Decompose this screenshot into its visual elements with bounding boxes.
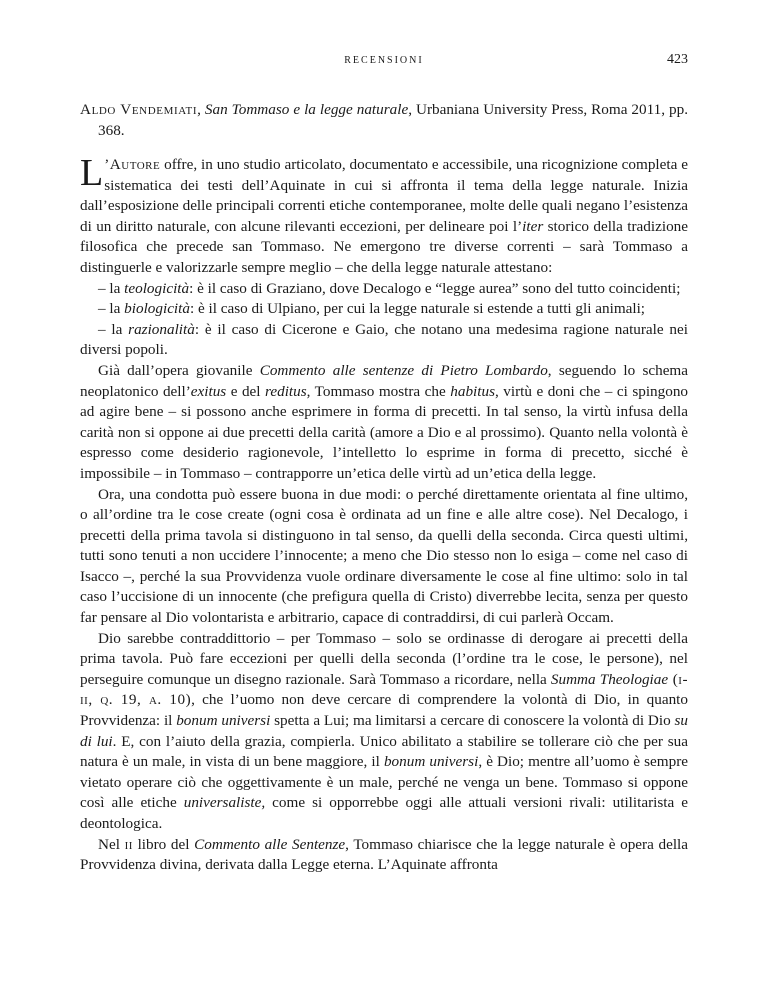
list-prefix: – la xyxy=(98,300,125,318)
list-term: biologicità xyxy=(124,300,190,318)
italic-run: Commento alle Sentenze xyxy=(194,835,346,853)
book-citation xyxy=(80,100,688,141)
citation-title: San Tommaso e la legge naturale xyxy=(204,101,409,118)
text-run: , Tommaso chiarisce che la legge naturale è opera della Provvidenza divina, derivata dalla Legge eterna. L’Aquinate affronta xyxy=(80,835,689,874)
text-run: come si opporrebbe oggi alle attuali versioni rivali: utilitarista e deontologica. xyxy=(80,794,688,832)
list-item-razionalita xyxy=(80,320,688,361)
italic-run: su di lui xyxy=(80,712,688,750)
drop-cap: L xyxy=(80,152,104,194)
text-run: , Tommaso mostra che xyxy=(306,382,451,400)
smallcaps-run: (i-ii, q. 19, a. 10) xyxy=(80,670,688,709)
list-item-biologicita xyxy=(80,299,688,320)
paragraph-contraddittorio xyxy=(80,629,688,835)
citation-publisher: , Urbaniana University Press, Roma 2011, pp. 368. xyxy=(98,101,688,139)
italic-run: habitus xyxy=(450,382,495,400)
italic-iter: iter xyxy=(522,217,544,235)
paragraph-intro-text: offre, in uno studio articolato, documentato e accessibile, una ricognizione completa e sistematica dei testi dell’Aquinate in cui si affronta il tema della legge naturale. Inizia dall’esposizione delle principali correnti etiche contemporanee, molte delle quali negano l’esistenza di un diritto naturale, con alcune rilevanti eccezioni, per delineare poi l’ xyxy=(80,156,688,235)
list-text: : è il caso di Graziano, dove Decalogo e “legge aurea” sono del tutto coincidenti; xyxy=(189,279,681,297)
italic-run: universaliste, xyxy=(183,794,266,812)
text-run: Già dall’opera giovanile xyxy=(98,361,260,379)
text-run: Dio sarebbe contraddittorio – per Tommaso – solo se ordinasse di derogare ai precetti della prima tavola. Può fare eccezioni per quelli della seconda (l’ordine tra le cose, le persone), nel perseguire comunque un disegno razionale. Sarà Tommaso a ricordare, nella xyxy=(80,629,688,688)
text-run: , seguendo lo schema neoplatonico dell’ xyxy=(80,361,688,400)
paragraph-secondo-libro xyxy=(80,835,688,876)
running-title: recensioni xyxy=(344,52,424,67)
list-text: : è il caso di Ulpiano, per cui la legge naturale si estende a tutti gli animali; xyxy=(189,300,646,318)
text-run: e del xyxy=(226,382,266,400)
list-term: teologicità xyxy=(124,279,190,297)
paragraph-intro xyxy=(80,152,688,279)
list-text: : è il caso di Cicerone e Gaio, che notano una medesima ragione naturale nei diversi popoli. xyxy=(80,320,688,359)
text-run: , virtù e doni che – ci spingono ad agire bene – si possono anche esprimere in forma di precetti. In tal senso, la virtù infusa della carità non si oppone ai due precetti della carità (amore a Dio e al prossimo). Quanto nella volontà è espresso come desiderio ragionevole, l’intelletto lo esprime in forma di precetto, sicché è impossibile – in Tommaso – contrapporre un’etica delle virtù ad un’etica della legge. xyxy=(80,382,689,482)
list-prefix: – la xyxy=(98,320,129,338)
italic-run: bonum universi xyxy=(383,753,479,771)
citation-author: Aldo Vendemiati xyxy=(80,101,198,118)
italic-run: Commento alle sentenze di Pietro Lombardo xyxy=(259,361,548,379)
italic-run: exitus xyxy=(190,382,227,400)
citation-separator: , xyxy=(197,101,205,118)
text-run: spetta a Lui; ma limitarsi a cercare di conoscere la volontà di Dio xyxy=(270,712,675,730)
list-prefix: – la xyxy=(98,279,125,297)
list-term: razionalità xyxy=(128,320,195,338)
review-body xyxy=(80,152,689,876)
italic-run: reditus xyxy=(265,382,307,400)
list-item-teologicita xyxy=(80,279,688,300)
running-head xyxy=(80,50,688,70)
text-run: . E, con l’aiuto della grazia, compierla. Unico abilitato a stabilire se tollerare ciò che per sua natura è un male, in vista di un bene maggiore, il xyxy=(80,732,688,771)
text-run: Nel xyxy=(98,835,125,853)
citation-line xyxy=(80,100,688,141)
smallcaps-run: ii xyxy=(124,835,133,853)
text-run: libro del xyxy=(132,835,195,853)
autore-smallcaps: ’Autore xyxy=(104,156,161,173)
text-run: , è Dio; mentre all’uomo è sempre vietato operare ciò che oggettivamente è un male, perché ne venga un bene. Tommaso si oppone così alle etiche xyxy=(80,753,688,812)
text-run: , che l’uomo non deve cercare di comprendere la volontà di Dio, in quanto Provvidenza: il xyxy=(80,691,688,730)
document-page xyxy=(80,0,688,994)
paragraph-intro-text-2: storico della tradizione filosofica che precede san Tommaso. Ne emergono tre diverse correnti – sarà Tommaso a distinguerle e valorizzarle sempre meglio – che della legge naturale attestano: xyxy=(80,217,688,276)
page-number: 423 xyxy=(667,52,688,67)
italic-run: bonum universi xyxy=(176,712,271,730)
paragraph-commento xyxy=(80,361,688,485)
paragraph-condotta: Ora, una condotta può essere buona in due modi: o perché direttamente orientata al fine ultimo, o all’ordine tra le cose create (ogni cosa è ordinata ad un fine e alle altre cose). Nel Decalogo, i precetti della prima tavola si distinguono in tal senso, da quelli della seconda. Circa questi ultimi, tutti sono tenuti a non uccidere l’innocente; a meno che Dio stesso non lo esiga – come nel caso di Isacco –, perché la sua Provvidenza vuole ordinare diversamente le cose al fine ultimo: solo in tal caso l’uccisione di un innocente (che prefigura quella di Cristo) diverrebbe lecita, senza per questo far pensare al Dio volontarista e arbitrario, capace di contraddirsi, di cui parlerà Occam. xyxy=(80,485,688,627)
italic-run: Summa Theologiae xyxy=(550,670,669,688)
